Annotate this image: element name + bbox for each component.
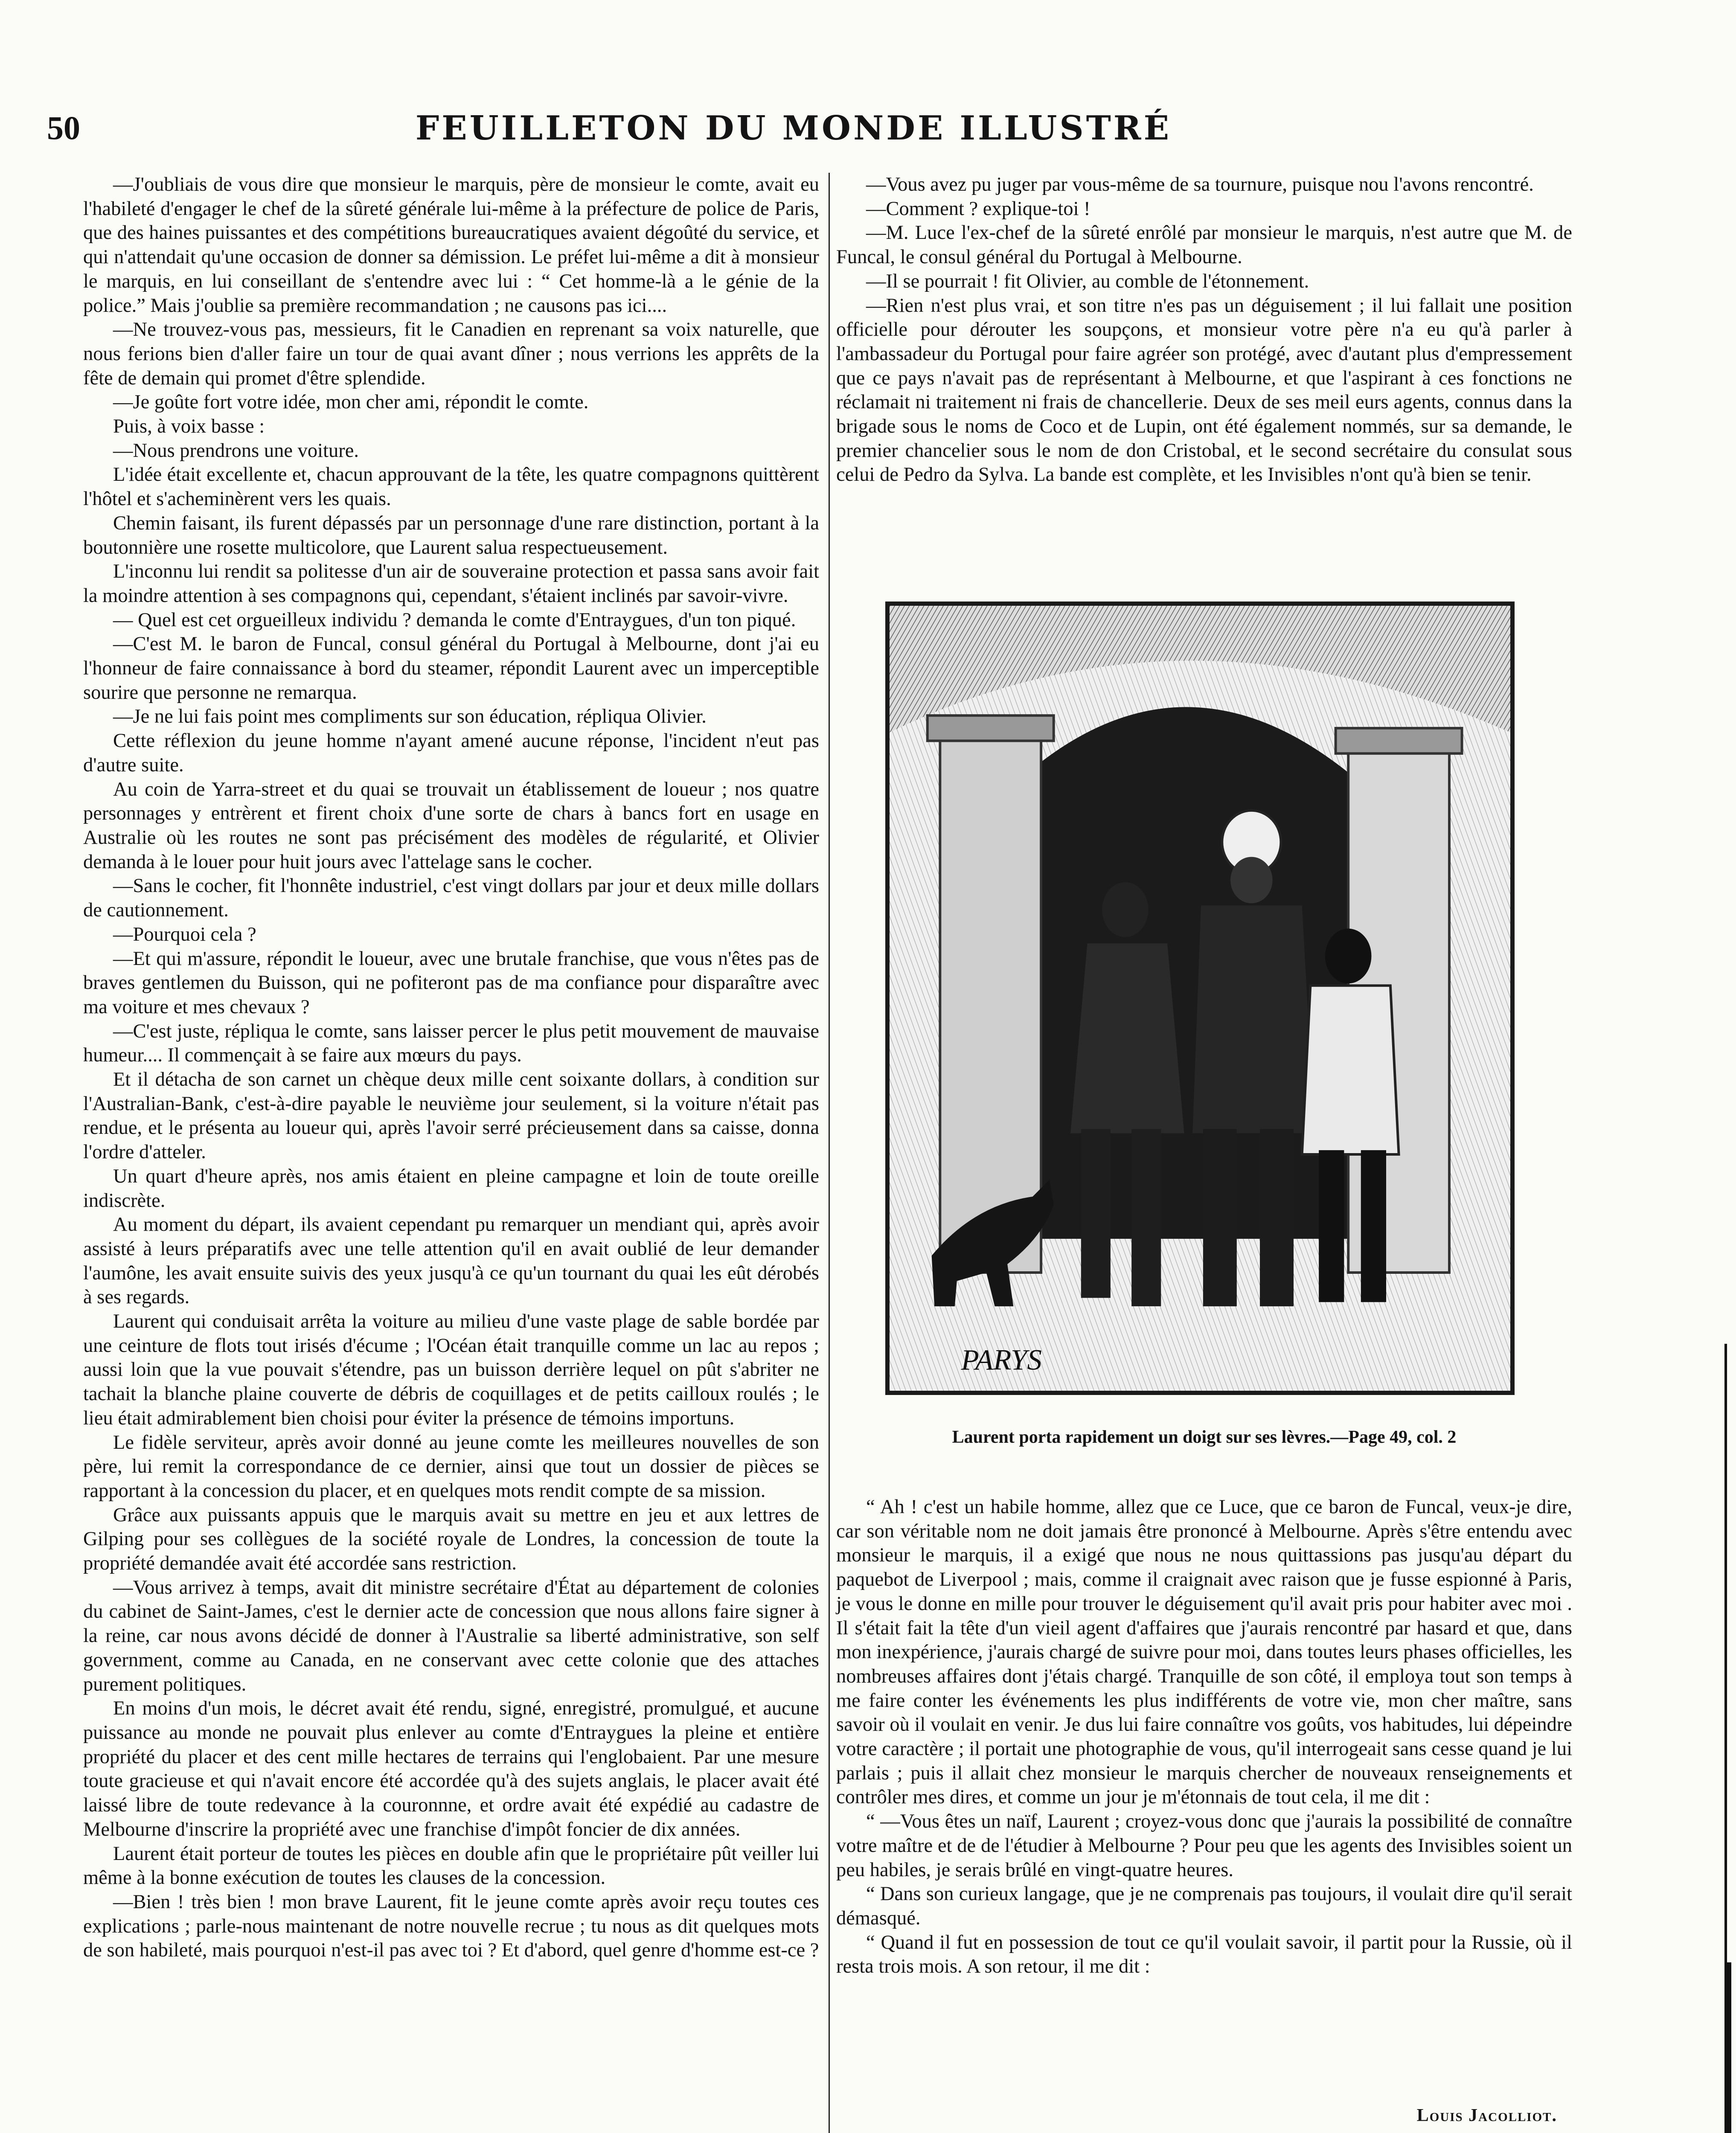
paragraph: Le fidèle serviteur, après avoir donné au jeune comte les meilleures nouvelles de son père, lui remit la correspondance de ce dernier, ainsi que tout un dossier de pièces se rapportant à la concession du placer, et en quelques mots rendit compte de sa mission. — [83, 1431, 819, 1502]
paragraph: Grâce aux puissants appuis que le marquis avait su mettre en jeu et aux lettres de Gilping pour ses collègues de la société royale de Londres, la concession de toute la propriété demandée avait été accordée sans restriction. — [83, 1504, 819, 1575]
paragraph: “ Dans son curieux langage, que je ne comprenais pas toujours, il voulait dire qu'il serait démasqué. — [836, 1883, 1572, 1929]
page-number: 50 — [47, 109, 80, 146]
paragraph: — Quel est cet orgueilleux individu ? demanda le comte d'Entraygues, d'un ton piqué. — [113, 609, 796, 631]
running-title: FEUILLETON DU MONDE ILLUSTRÉ — [415, 109, 1172, 148]
right-column-top — [836, 173, 1572, 487]
paragraph: L'inconnu lui rendit sa politesse d'un air de souveraine protection et passa sans avoir fait la moindre attention à ses compagnons qui, cependant, s'étaient inclinés par savoir-vivre. — [83, 561, 819, 607]
paragraph: Cette réflexion du jeune homme n'ayant amené aucune réponse, l'incident n'eut pas d'autre suite. — [83, 730, 819, 776]
paragraph: —Il se pourrait ! fit Olivier, au comble de l'étonnement. — [866, 270, 1309, 292]
paragraph: —C'est juste, répliqua le comte, sans laisser percer le plus petit mouvement de mauvaise humeur.... Il commençait à se faire aux mœurs du pays. — [83, 1020, 819, 1066]
right-column-bottom — [836, 1495, 1572, 1979]
engraving-illustration — [885, 602, 1515, 1395]
paragraph: “ —Vous êtes un naïf, Laurent ; croyez-vous donc que j'aurais la possibilité de connaître votre maître et de de l'étudier à Melbourne ? Pour peu que les agents des Invisibles soient un peu habiles, je serais brûlé en vingt-quatre heures. — [836, 1810, 1572, 1881]
paragraph: —C'est M. le baron de Funcal, consul général du Portugal à Melbourne, dont j'ai eu l'honneur de faire connaissance à bord du steamer, répondit Laurent avec un imperceptible sourire que personne ne remarqua. — [83, 633, 819, 703]
column-divider — [829, 173, 830, 2133]
left-column — [83, 173, 819, 1963]
paragraph: —J'oubliais de vous dire que monsieur le marquis, père de monsieur le comte, avait eu l'habileté d'engager le chef de la sûreté générale lui-même à la préfecture de police de Paris, que des haines puissantes et des compétitions bureaucratiques avaient dégoûté du service, et qui n'attendait qu'une occasion de donner sa démission. Le préfet lui-même a dit à monsieur le marquis, en lui conseillant de s'entendre avec lui : “ Cet homme-là a le génie de la police.” Mais j'oublie sa première recommandation ; ne causons pas ici.... — [83, 174, 819, 317]
paragraph: —Rien n'est plus vrai, et son titre n'es pas un déguisement ; il lui fallait une position officielle pour dérouter les soupçons, et monsieur votre père n'a eu qu'à parler à l'ambassadeur du Portugal pour faire agréer son protégé, avec d'autant plus d'empressement que ce pays n'avait pas de représentant à Melbourne, et que l'aspirant à ces fonctions ne réclamait ni traitement ni frais de chancellerie. Deux de ses meil eurs agents, connus dans la brigade sous le noms de Coco et de Lupin, ont été également nommés, sur sa demande, le premier chancelier sous le nom de don Cristobal, et le second secrétaire du consulat sous celui de Pedro da Sylva. La bande est complète, et les Invisibles n'ont qu'à bien se tenir. — [836, 294, 1572, 486]
paragraph: “ Quand il fut en possession de tout ce qu'il voulait savoir, il partit pour la Russie, où il resta trois mois. A son retour, il me dit : — [836, 1931, 1572, 1978]
paragraph: —Et qui m'assure, répondit le loueur, avec une brutale franchise, que vous n'êtes pas de braves gentlemen du Buisson, qui ne pofiteront pas de ma confiance pour disparaître avec ma voiture et mes chevaux ? — [83, 947, 819, 1018]
paragraph: Au coin de Yarra-street et du quai se trouvait un établissement de loueur ; nos quatre personnages y entrèrent et firent choix d'une sorte de chars à bancs fort en usage en Australie où les routes ne sont pas précisément des modèles de régularité, et Olivier demanda à le louer pour huit jours avec l'attelage sans le cocher. — [83, 778, 819, 873]
paragraph: Puis, à voix basse : — [113, 416, 265, 438]
page-header — [47, 109, 1540, 156]
paragraph: Au moment du départ, ils avaient cependant pu remarquer un mendiant qui, après avoir assisté à leurs préparatifs avec une telle attention qu'il en avait oublié de leur demander l'aumône, les avait ensuite suivis des yeux jusqu'à ce qu'un tournant du quai les eût dérobés à ses regards. — [83, 1214, 819, 1308]
author-signature: Louis Jacolliot. — [1416, 2106, 1557, 2125]
paragraph: —Vous arrivez à temps, avait dit ministre secrétaire d'État au département de colonies du cabinet de Saint-James, c'est le dernier acte de concession que nous allons faire signer à la reine, car nous avons décidé de donner à l'Australie sa liberté administrative, son self government, comme au Canada, en ne conservant avec cette colonie que des attaches purement politiques. — [83, 1576, 819, 1695]
paragraph: Chemin faisant, ils furent dépassés par un personnage d'une rare distinction, portant à la boutonnière une rosette multicolore, que Laurent salua respectueusement. — [83, 512, 819, 558]
engraving-artwork — [890, 606, 1510, 1391]
paragraph: “ Ah ! c'est un habile homme, allez que ce Luce, que ce baron de Funcal, veux-je dire, car son véritable nom ne doit jamais être prononcé à Melbourne. Après s'être entendu avec monsieur le marquis, il a exigé que nous ne nous quittassions pas jusqu'au départ du paquebot de Liverpool ; mais, comme il craignait avec raison que je fusse espionné à Paris, je vous le donne en mille pour trouver le déguisement qu'il avait pris pour habiter avec moi . Il s'était fait la tête d'un vieil agent d'affaires que j'aurais rencontré par hasard et que, dans mon inexpérience, j'aurais chargé de suivre pour moi, dans toutes leurs phases officielles, les nombreuses affaires dont j'étais chargé. Tranquille de son côté, il employa tout son temps à me faire conter les événements les plus indifférents de votre vie, mon cher maître, sans savoir où il voulait en venir. Je dus lui faire connaître vos goûts, vos habitudes, lui dépeindre votre caractère ; il portait une photographie de vous, qu'il interrogeait sans cesse quand je lui parlais ; puis il allait chez monsieur le marquis chercher de nouveaux renseignements et contrôler mes dires, et comme un jour je m'étonnais de tout cela, il me dit : — [836, 1496, 1572, 1808]
paragraph: —Bien ! très bien ! mon brave Laurent, fit le jeune comte après avoir reçu toutes ces explications ; parle-nous maintenant de notre nouvelle recrue ; tu nous as dit quelques mots de son habileté, mais pourquoi n'est-il pas avec toi ? Et d'abord, quel genre d'homme est-ce ? — [83, 1891, 819, 1962]
paragraph: —Pourquoi cela ? — [113, 923, 256, 945]
paragraph: L'idée était excellente et, chacun approuvant de la tête, les quatre compagnons quittèrent l'hôtel et s'acheminèrent vers les quais. — [83, 464, 819, 510]
paragraph: —Nous prendrons une voiture. — [113, 439, 359, 462]
edge-bleed-marks — [1700, 0, 1734, 2133]
paragraph: —Vous avez pu juger par vous-même de sa tournure, puisque nou l'avons rencontré. — [866, 174, 1534, 195]
paragraph: —Sans le cocher, fit l'honnête industriel, c'est vingt dollars par jour et deux mille dollars de cautionnement. — [83, 875, 819, 921]
paragraph: —Ne trouvez-vous pas, messieurs, fit le Canadien en reprenant sa voix naturelle, que nous ferions bien d'aller faire un tour de quai avant dîner ; nous verrions les apprêts de la fête de demain qui promet d'être splendide. — [83, 319, 819, 389]
paragraph: Et il détacha de son carnet un chèque deux mille cent soixante dollars, à condition sur l'Australian-Bank, c'est-à-dire payable le neuvième jour seulement, si la voiture n'était pas rendue, et le présenta au loueur qui, après l'avoir serré précieusement dans sa caisse, donna l'ordre d'atteler. — [83, 1069, 819, 1163]
paragraph: En moins d'un mois, le décret avait été rendu, signé, enregistré, promulgué, et aucune puissance au monde ne pouvait plus enlever au comte d'Entraygues la pleine et entière propriété du placer et des cent mille hectares de terrains qui l'englobaient. Par une mesure toute gracieuse et qui n'avait encore été accordée qu'à des sujets anglais, le placer avait été laissé libre de toute redevance à la couronnne, et ordre avait été expédié au cadastre de Melbourne d'inscrire la propriété avec une franchise d'impôt foncier de dix années. — [83, 1697, 819, 1840]
paragraph: —Je ne lui fais point mes compliments sur son éducation, répliqua Olivier. — [113, 706, 707, 728]
paragraph: Laurent était porteur de toutes les pièces en double afin que le propriétaire pût veiller lui même à la bonne exécution de toutes les clauses de la concession. — [83, 1842, 819, 1889]
paragraph: Un quart d'heure après, nos amis étaient en pleine campagne et loin de toute oreille indiscrète. — [83, 1165, 819, 1212]
paragraph: —Comment ? explique-toi ! — [866, 198, 1090, 220]
paragraph: —M. Luce l'ex-chef de la sûreté enrôlé par monsieur le marquis, n'est autre que M. de Funcal, le consul général du Portugal à Melbourne. — [836, 222, 1572, 268]
paragraph: Laurent qui conduisait arrêta la voiture au milieu d'une vaste plage de sable bordée par une ceinture de flots tout irisés d'écume ; l'Océan était tranquille comme un lac au repos ; aussi loin que la vue pouvait s'étendre, pas un buisson derrière lequel on pût s'abriter ne tachait la blanche plaine couverte de débris de coquillages et de petits cailloux roulés ; le lieu était admirablement bien choisi pour éviter la présence de témoins importuns. — [83, 1311, 819, 1429]
paragraph: —Je goûte fort votre idée, mon cher ami, répondit le comte. — [113, 391, 589, 413]
artist-signature: PARYS — [961, 1343, 1042, 1376]
illustration-caption: Laurent porta rapidement un doigt sur ses lèvres.—Page 49, col. 2 — [952, 1427, 1457, 1447]
